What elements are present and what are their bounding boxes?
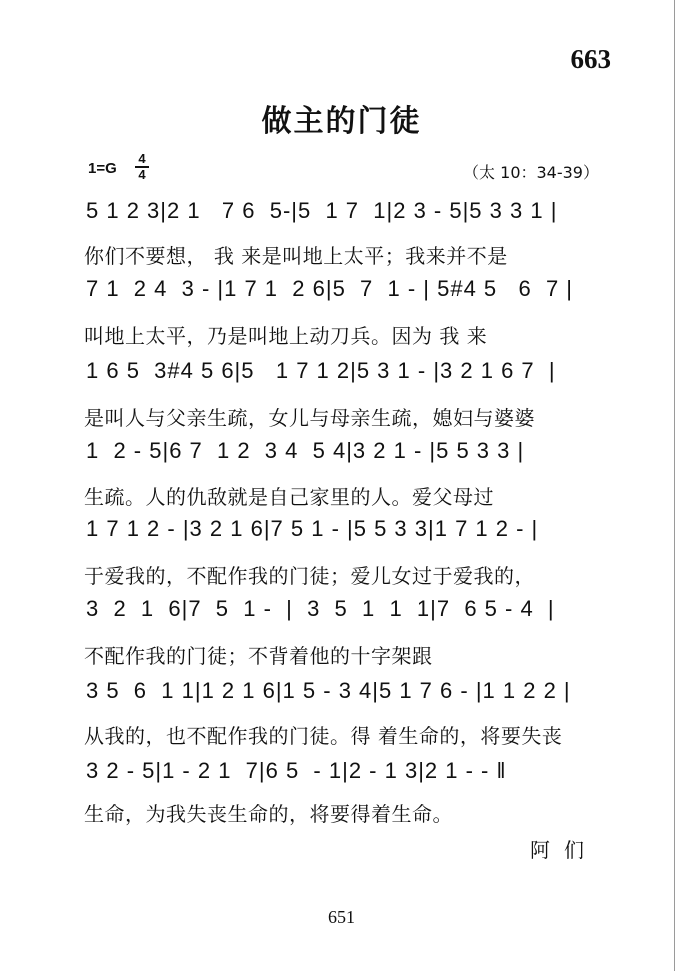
lyric-line-3: 是叫人与父亲生疏，女儿与母亲生疏，媳妇与婆婆 xyxy=(84,406,535,430)
time-signature xyxy=(135,152,149,182)
key-signature: 1=G xyxy=(88,160,117,177)
meter-bottom: 4 xyxy=(138,166,146,182)
hymn-title: 做主的门徒 xyxy=(261,104,422,139)
lyric-line-5: 于爱我的，不配作我的门徒；爱儿女过于爱我的， xyxy=(84,564,535,588)
notation-line-6: 3 2 1 6|7 5 1 - | 3 5 1 1 1|7 6 5 - 4 | xyxy=(86,596,555,621)
notation-line-1: 5 1 2 3|2 1 7 6 5-|5 1 7 1|2 3 - 5|5 3 3 1 | xyxy=(86,198,558,223)
lyric-line-1: 你们不要想， 我 来是叫地上太平；我来并不是 xyxy=(84,244,508,268)
lyric-line-4: 生疏。人的仇敌就是自己家里的人。爱父母过 xyxy=(84,485,494,509)
meter-top: 4 xyxy=(138,151,146,166)
notation-line-4: 1 2 - 5|6 7 1 2 3 4 5 4|3 2 1 - |5 5 3 3 | xyxy=(86,438,525,463)
amen: 阿们 xyxy=(530,838,598,862)
scripture-reference: （太 10：34-39） xyxy=(463,163,599,182)
lyric-line-7: 从我的，也不配作我的门徒。得 着生命的，将要失丧 xyxy=(84,724,563,748)
notation-line-5: 1 7 1 2 - |3 2 1 6|7 5 1 - |5 5 3 3|1 7 1 2 - | xyxy=(86,516,539,541)
page-number: 651 xyxy=(328,907,355,927)
lyric-line-2: 叫地上太平，乃是叫地上动刀兵。因为 我 来 xyxy=(84,324,488,348)
notation-line-2: 7 1 2 4 3 - |1 7 1 2 6|5 7 1 - | 5#4 5 6 7 | xyxy=(86,276,574,301)
notation-line-8: 3 2 - 5|1 - 2 1 7|6 5 - 1|2 - 1 3|2 1 - - ‖ xyxy=(86,758,507,783)
notation-line-7: 3 5 6 1 1|1 2 1 6|1 5 - 3 4|5 1 7 6 - |1 1 2 2 | xyxy=(86,678,571,703)
notation-line-3: 1 6 5 3#4 5 6|5 1 7 1 2|5 3 1 - |3 2 1 6 7 | xyxy=(86,358,556,383)
page-edge-line xyxy=(674,0,675,971)
lyric-line-6: 不配作我的门徒；不背着他的十字架跟 xyxy=(84,644,433,668)
hymn-number: 663 xyxy=(570,44,611,74)
lyric-line-8: 生命，为我失丧生命的，将要得着生命。 xyxy=(84,802,453,826)
